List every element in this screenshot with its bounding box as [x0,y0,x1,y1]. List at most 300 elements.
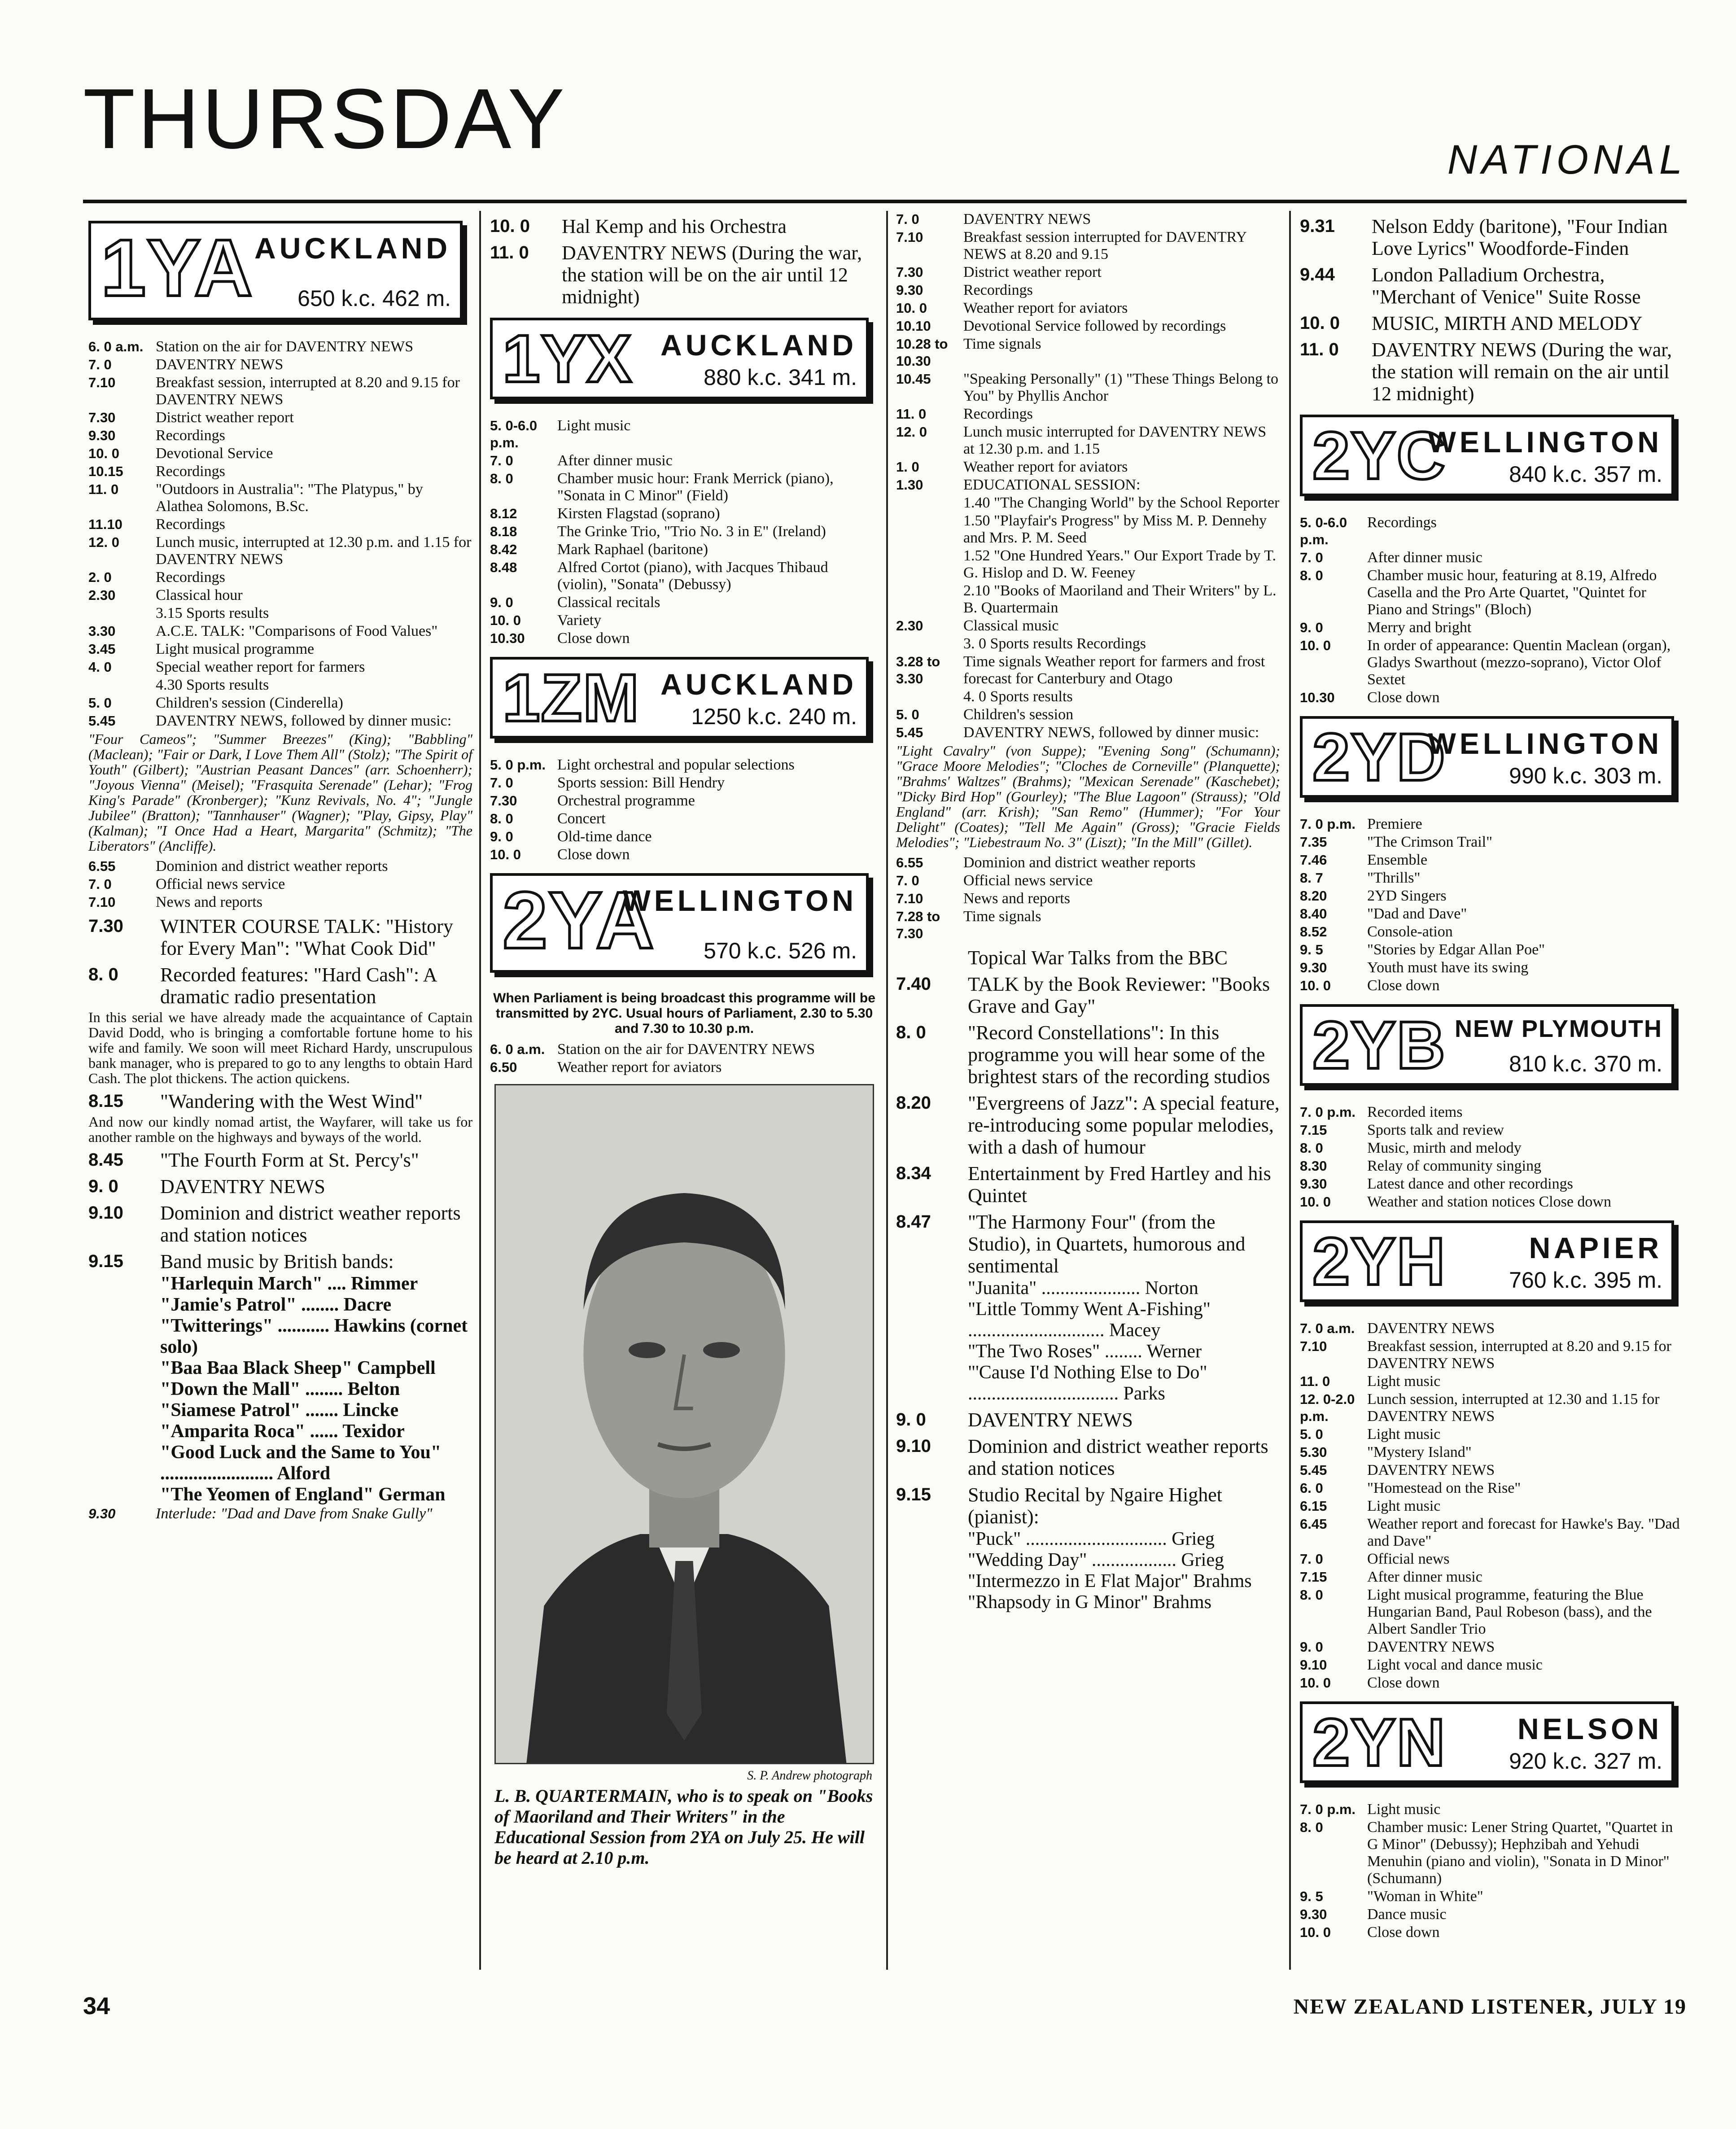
entry-programme: "Homestead on the Rise" [1367,1480,1521,1496]
entry-time: 10. 0 [1300,1194,1331,1210]
entry-programme: Breakfast session, interrupted at 8.20 and 9.15 for DAVENTRY NEWS [156,374,460,408]
schedule-entry [896,547,1280,581]
schedule-entry [896,264,1280,281]
entry-programme: In order of appearance: Quentin Maclean (organ), Gladys Swarthout (mezzo-soprano), Victor Olof Sextet [1367,637,1671,688]
entry-time: 8.20 [896,1093,931,1113]
entry-time: 7.30 [88,916,123,936]
schedule-entry [88,427,472,444]
schedule-entry [1300,1569,1684,1586]
schedule-entry [1300,1158,1684,1175]
entry-programme: Hal Kemp and his Orchestra [562,215,787,237]
schedule-entry [88,445,472,462]
entry-programme: "The Harmony Four" (from the Studio), in Quartets, humorous and sentimental [968,1211,1246,1277]
band-music-list [88,1273,472,1505]
entry-time: 7.30 [896,264,923,280]
entry-programme: Light music [1367,1373,1441,1390]
entry-programme: 1.50 "Playfair's Progress" by Miss M. P. Dennehy and Mrs. P. M. Seed [963,512,1267,546]
entry-programme: Children's session (Cinderella) [156,695,343,711]
entry-time: 7.15 [1300,1122,1327,1138]
entry-programme: DAVENTRY NEWS, followed by dinner music: [156,713,452,729]
schedule-entry [88,1149,472,1171]
schedule-entry [896,424,1280,458]
station-city: WELLINGTON [1428,425,1662,459]
schedule-entry [490,242,879,308]
entry-programme: 1.52 "One Hundred Years." Our Export Trade by T. G. Hislop and D. W. Feeney [963,547,1276,581]
station-frequency: 1250 k.c. 240 m. [691,704,857,729]
entry-time: 7. 0 [896,873,919,888]
entry-programme: Nelson Eddy (baritone), "Four Indian Love Lyrics" Woodforde-Finden [1372,215,1668,259]
schedule-entry [1300,215,1684,259]
schedule-entry [896,908,1280,942]
entry-programme: Official news service [156,876,285,892]
schedule-entry [1300,1320,1684,1337]
entry-time: 9.10 [88,1203,123,1223]
list-item: "Puck" .............................. Grieg [968,1529,1215,1549]
entry-programme: 1.40 "The Changing World" by the School Reporter [963,494,1280,511]
entry-programme: News and reports [156,894,262,910]
entry-time: 7.30 [88,410,116,425]
schedule-entry [896,854,1280,871]
entry-programme: Lunch session, interrupted at 12.30 and 1.15 for DAVENTRY NEWS [1367,1391,1660,1425]
schedule-entry [490,559,879,593]
entry-programme: Devotional Service followed by recordings [963,318,1226,334]
entry-programme: "Record Constellations": In this programme you will hear some of the brightest stars of the recording studios [968,1022,1270,1088]
schedule-entry [88,1250,472,1272]
schedule-entry [490,215,879,237]
schedule-entry [1300,870,1684,887]
entry-time: 6. 0 [1300,1480,1323,1496]
schedule-entry [490,810,879,827]
entry-programme: DAVENTRY NEWS [160,1176,325,1198]
entry-programme: Premiere [1367,816,1422,832]
schedule-entry [896,1484,1280,1528]
schedule-entry [896,477,1280,494]
schedule-entry [896,371,1280,405]
schedule-entry [490,541,879,558]
entry-time: 8. 0 [490,471,513,486]
entry-time: 7. 0 p.m. [1300,1104,1356,1120]
schedule-list [896,1409,1280,1528]
entry-programme: Dominion and district weather reports and station notices [160,1202,461,1246]
header-rule [83,200,1687,203]
schedule-entry [896,1092,1280,1158]
schedule-entry [1300,1924,1684,1941]
schedule-entry [1300,1444,1684,1461]
list-item: "Baa Baa Black Sheep" Campbell [160,1358,436,1378]
schedule-list [88,915,472,1008]
entry-programme: Youth must have its swing [1367,959,1529,976]
schedule-list [490,215,879,308]
entry-programme: Dominion and district weather reports [156,858,388,874]
schedule-entry [1300,1819,1684,1887]
entry-time: 7. 0 [88,357,112,372]
schedule-entry [1300,1498,1684,1515]
station-frequency: 760 k.c. 395 m. [1509,1268,1662,1293]
entry-programme: Light music [1367,1426,1441,1443]
entry-programme: News and reports [963,890,1070,907]
schedule-entry [896,947,1280,969]
schedule-list [88,338,472,730]
entry-programme: Interlude: "Dad and Dave from Snake Gully" [156,1505,433,1522]
schedule-entry [1300,1462,1684,1479]
schedule-entry [490,828,879,845]
schedule-entry [88,876,472,893]
schedule-entry [88,1090,472,1112]
schedule-entry [1300,816,1684,833]
list-item: "Siamese Patrol" ....... Lincke [160,1400,399,1421]
entry-time: 7. 0 a.m. [1300,1320,1355,1336]
list-item: "Juanita" ..................... Norton [968,1278,1198,1298]
photo-credit: S. P. Andrew photograph [747,1769,872,1783]
entry-time: 7.15 [1300,1569,1327,1585]
entry-time: 10. 0 [1300,638,1331,653]
schedule-entry [1300,959,1684,976]
station-city: NELSON [1517,1712,1662,1745]
dinner-music-list: "Light Cavalry" (von Suppe); "Evening Song" (Schumann); "Grace Moore Melodies"; "Cloches de Corneville" (Planquette); "Brahms' Waltzes" (Brahms); "Mexican Serenade" (Kaschebet); "Dicky Bird Hop" (Gourley); "The Blue Lagoon" (Strauss); "Old England" (arr. Krish); "San Remo" (Hummer); "For Your Delight" (Coates); "Tell Me Again" (Gross); "Gracie Fields Melodies"; "Liebestraum No. 3" (Liszt); "In the Mill" (Gillet). [896,743,1280,850]
schedule-entry [896,1163,1280,1207]
entry-programme: "Mystery Island" [1367,1444,1472,1460]
schedule-entry [88,1505,472,1522]
entry-time: 7.28 to 7.30 [896,909,940,941]
schedule-entry [88,534,472,568]
network-label: NATIONAL [1447,137,1687,183]
schedule-entry [1300,1140,1684,1157]
entry-programme: "The Crimson Trail" [1367,834,1493,850]
schedule-entry [88,623,472,640]
entry-programme: Classical hour [156,587,243,603]
entry-time: 11. 0 [896,406,927,422]
entry-programme: Sports talk and review [1367,1122,1504,1138]
station-frequency: 840 k.c. 357 m. [1509,462,1662,487]
entry-time: 3.30 [88,623,116,639]
entry-programme: 2YD Singers [1367,887,1447,904]
entry-programme: Classical music [963,617,1059,634]
list-item: "Down the Mall" ........ Belton [160,1379,400,1399]
entry-time: 8. 0 [1300,1819,1323,1835]
entry-time: 10. 0 [490,612,521,628]
schedule-entry [1300,689,1684,706]
entry-programme: Special weather report for farmers [156,659,365,675]
entry-time: 7.10 [896,891,923,906]
entry-programme: Close down [1367,689,1440,706]
entry-time: 7. 0 [490,453,513,468]
entry-time: 10.45 [896,371,931,387]
entry-time: 9. 0 [88,1176,118,1196]
schedule-entry [896,688,1280,705]
entry-time: 5. 0-6.0 p.m. [1300,515,1347,547]
entry-time: 7. 0 [490,775,513,791]
schedule-entry [896,890,1280,907]
schedule-list [1300,1320,1684,1692]
entry-time: 10.30 [490,630,525,646]
entry-programme: DAVENTRY NEWS [1367,1639,1495,1655]
station-frequency: 990 k.c. 303 m. [1509,763,1662,788]
entry-time: 9.30 [1300,960,1327,975]
entry-programme: Close down [557,630,630,647]
entry-time: 8. 0 [1300,1140,1323,1156]
entry-programme: Recordings [1367,514,1437,531]
list-item: "Jamie's Patrol" ........ Dacre [160,1294,392,1315]
entry-time: 6.45 [1300,1516,1327,1532]
entry-programme: 4.30 Sports results [156,677,269,693]
schedule-entry [1300,941,1684,958]
recital-list [896,1529,1280,1613]
entry-time: 7.10 [1300,1338,1327,1354]
schedule-entry [1300,1587,1684,1638]
entry-time: 6. 0 a.m. [490,1041,545,1057]
entry-time [896,635,963,652]
entry-time: 7.40 [896,974,931,994]
entry-time: 10. 0 [1300,1924,1331,1940]
schedule-entry [88,964,472,1008]
entry-time: 5. 0-6.0 p.m. [490,418,538,450]
entry-time: 10. 0 [1300,1675,1331,1691]
station-frequency: 880 k.c. 341 m. [704,365,857,390]
schedule-entry [490,523,879,540]
entry-time: 5. 0 p.m. [490,757,546,773]
entry-programme: Children's session [963,706,1074,723]
dinner-music-list: "Four Cameos"; "Summer Breezes" (King); "Babbling" (Maclean); "Fair or Dark, I Love Them All" (Stolz); "The Spirit of Youth" (Gilbert); "Austrian Peasant Dances" (arr. Schoenherr); "Joyous Vienna" (Meisel); "Frasquita Serenade" (Lehar); "Frog King's Parade" (Kronberger); "Kunz Revivals, No. 4"; "Jungle Jubilee" (Bratton); "Tannhauser" (Wagner); "Play, Gipsy, Play" (Kalman); "I Once Had a Heart, Margarita" (Schmitz); "The Liberators" (Ancliffe). [88,731,472,854]
schedule-entry [896,300,1280,317]
schedule-list [896,854,1280,942]
schedule-entry [88,659,472,676]
entry-time: 9.15 [896,1485,931,1504]
column-2 [485,211,884,1970]
schedule-entry [1300,1391,1684,1425]
schedule-entry [88,677,472,694]
station-city: WELLINGTON [622,884,857,917]
schedule-list [896,947,1280,1277]
entry-programme: Light vocal and dance music [1367,1657,1543,1673]
schedule-entry [896,1211,1280,1277]
list-item: "Wedding Day" .................. Grieg [968,1550,1224,1570]
entry-time: 9.15 [88,1251,123,1271]
entry-time: 4. 0 [88,659,112,675]
entry-time: 7.10 [88,375,116,390]
entry-time: 7.35 [1300,834,1327,850]
schedule-list [1300,514,1684,706]
schedule-list [490,417,879,647]
entry-programme: DAVENTRY NEWS [968,1409,1133,1431]
list-item: "The Yeomen of England" German [160,1484,446,1505]
entry-programme: Recordings [156,463,225,480]
schedule-entry [1300,619,1684,636]
entry-programme: Dominion and district weather reports and station notices [968,1435,1268,1479]
entry-time: 9.31 [1300,216,1335,236]
entry-time: 8.12 [490,506,517,521]
entry-time: 10. 0 [490,216,530,236]
entry-programme: A.C.E. TALK: "Comparisons of Food Values" [156,623,438,639]
entry-time: 1. 0 [896,459,919,475]
entry-programme: After dinner music [1367,549,1482,566]
entry-time: 8. 0 [1300,568,1323,583]
schedule-entry [490,630,879,647]
list-item: "Amparita Roca" ...... Texidor [160,1421,405,1442]
entry-programme: Breakfast session, interrupted at 8.20 and 9.15 for DAVENTRY NEWS [1367,1338,1671,1372]
schedule-entry [88,569,472,586]
schedule-entry [896,318,1280,335]
entry-time: 9.30 [88,1506,116,1521]
entry-time: 5. 0 [88,695,112,711]
entry-programme: Weather report and forecast for Hawke's Bay. "Dad and Dave" [1367,1516,1680,1549]
schedule-list [490,756,879,863]
column-divider [886,211,888,1970]
entry-programme: Light musical programme [156,641,315,657]
entry-time: 8. 0 [896,1023,926,1042]
station-callsign: 1ZM [503,660,640,735]
entry-programme: Weather report for aviators [557,1059,722,1075]
parliament-note: When Parliament is being broadcast this programme will be transmitted by 2YC. Usual hours of Parliament, 2.30 to 5.30 and 7.30 to 10.30 p.m. [493,991,875,1036]
schedule-entry [1300,1888,1684,1905]
entry-programme: Kirsten Flagstad (soprano) [557,505,720,522]
entry-time: 5. 0 [896,707,919,722]
schedule-entry [1300,1373,1684,1390]
entry-programme: Weather and station notices Close down [1367,1193,1611,1210]
schedule-entry [896,872,1280,889]
schedule-entry [896,582,1280,616]
entry-programme: "Woman in White" [1367,1888,1483,1905]
entry-programme: Weather report for aviators [963,300,1128,316]
schedule-entry [896,229,1280,263]
schedule-entry [88,1202,472,1246]
portrait-photo [494,1084,874,1764]
schedule-entry [896,635,1280,652]
entry-time: 8.34 [896,1163,931,1183]
list-item: "'Cause I'd Nothing Else to Do" ................................ Parks [968,1362,1207,1404]
entry-programme: DAVENTRY NEWS [156,356,284,373]
schedule-entry [1300,977,1684,994]
entry-programme: Mark Raphael (baritone) [557,541,708,558]
schedule-entry [88,605,472,622]
station-box-2yc [1300,415,1674,496]
schedule-entry [1300,1338,1684,1372]
entry-programme: Time signals Weather report for farmers and frost forecast for Canterbury and Otago [963,653,1265,687]
entry-time: 9. 5 [1300,1889,1323,1904]
entry-programme: Light music [1367,1801,1441,1818]
schedule-entry [1300,1657,1684,1674]
entry-time: 7.10 [88,894,116,910]
entry-time: 12. 0 [896,424,927,440]
entry-programme: Relay of community singing [1367,1158,1542,1174]
entry-programme: "Outdoors in Australia": "The Platypus," by Alathea Solomons, B.Sc. [156,481,423,515]
entry-programme: Light musical programme, featuring the Blue Hungarian Band, Paul Robeson (bass), and the Albert Sandler Trio [1367,1587,1652,1637]
entry-time: 9. 0 [1300,620,1323,635]
entry-programme: "Thrills" [1367,870,1421,886]
entry-time: 5.45 [896,725,923,740]
entry-programme: Time signals [963,908,1041,925]
entry-time [896,494,963,511]
entry-programme: "Wandering with the West Wind" [160,1090,423,1112]
station-callsign: 2YD [1312,719,1446,795]
schedule-entry [1300,1906,1684,1923]
schedule-entry [1300,264,1684,308]
entry-programme: Light orchestral and popular selections [557,756,795,773]
entry-time [896,547,963,581]
entry-programme: Recordings [156,427,225,444]
entry-time: 8. 0 [88,965,118,984]
schedule-entry [1300,1426,1684,1443]
entry-programme: DAVENTRY NEWS [1367,1462,1495,1478]
schedule-entry [896,494,1280,511]
entry-programme: Recordings [156,516,225,533]
schedule-entry [896,336,1280,370]
entry-programme: Latest dance and other recordings [1367,1176,1573,1192]
schedule-list [1300,816,1684,994]
schedule-entry [1300,549,1684,566]
entry-time: 10.10 [896,318,931,334]
entry-programme: Light music [557,417,631,434]
schedule-entry [88,858,472,875]
entry-time: 7. 0 p.m. [1300,816,1356,832]
station-box-2ya [490,873,869,973]
entry-time [896,688,963,705]
entry-time: 6.15 [1300,1498,1327,1514]
entry-time: 10. 0 [1300,978,1331,993]
schedule-entry [88,463,472,480]
list-item: "Good Luck and the Same to You" ........................ Alford [160,1442,442,1484]
station-callsign: 2YB [1312,1007,1446,1083]
entry-time: 8.47 [896,1212,931,1232]
schedule-entry [1300,1551,1684,1568]
schedule-entry [490,1041,879,1058]
entry-time: 7. 0 [896,211,919,227]
schedule-entry [1300,514,1684,548]
schedule-entry [1300,1193,1684,1211]
entry-programme: Breakfast session interrupted for DAVENTRY NEWS at 8.20 and 9.15 [963,229,1246,262]
entry-programme: Entertainment by Fred Hartley and his Quintet [968,1163,1271,1207]
schedule-entry [1300,1801,1684,1818]
station-frequency: 570 k.c. 526 m. [704,938,857,963]
entry-time: 9.30 [896,282,923,298]
schedule-list [88,1090,472,1112]
photo-caption: L. B. QUARTERMAIN, who is to speak on "Books of Maoriland and Their Writers" in the Educational Session from 2YA on July 25. He will be heard at 2.10 p.m. [494,1786,873,1868]
schedule-entry [896,973,1280,1017]
entry-time: 8.48 [490,560,517,575]
schedule-entry [1300,1516,1684,1550]
entry-time: 6.50 [490,1059,517,1075]
schedule-entry [896,459,1280,476]
schedule-entry [1300,834,1684,851]
station-box-1zm [490,657,869,739]
schedule-entry [896,653,1280,687]
entry-programme: Official news [1367,1551,1450,1567]
schedule-entry [490,792,879,809]
schedule-entry [1300,1639,1684,1656]
entry-programme: DAVENTRY NEWS, followed by dinner music: [963,724,1259,741]
entry-programme: Weather report for aviators [963,459,1128,475]
entry-time: 9. 0 [490,595,513,610]
entry-programme: Dance music [1367,1906,1447,1923]
schedule-entry [88,516,472,533]
schedule-entry [88,915,472,959]
schedule-list [88,1149,472,1272]
entry-programme: Sports session: Bill Hendry [557,774,725,791]
entry-time: 8.18 [490,524,517,539]
schedule-entry [1300,923,1684,940]
song-list [896,1278,1280,1404]
entry-programme: Studio Recital by Ngaire Highet (pianist): [968,1484,1222,1528]
entry-time: 8.15 [88,1091,123,1111]
schedule-entry [896,706,1280,723]
schedule-entry [1300,339,1684,405]
entry-programme: Chamber music hour, featuring at 8.19, Alfredo Casella and the Pro Arte Quartet, "Quintet for Piano and Strings" (Bloch) [1367,567,1657,618]
entry-time: 5.45 [1300,1462,1327,1478]
entry-programme: "Evergreens of Jazz": A special feature, re-introducing some popular melodies, with a dash of humour [968,1092,1280,1158]
entry-time [896,512,963,546]
schedule-entry [88,713,472,730]
entry-programme: Recorded features: "Hard Cash": A dramatic radio presentation [160,964,437,1008]
schedule-entry [88,356,472,373]
